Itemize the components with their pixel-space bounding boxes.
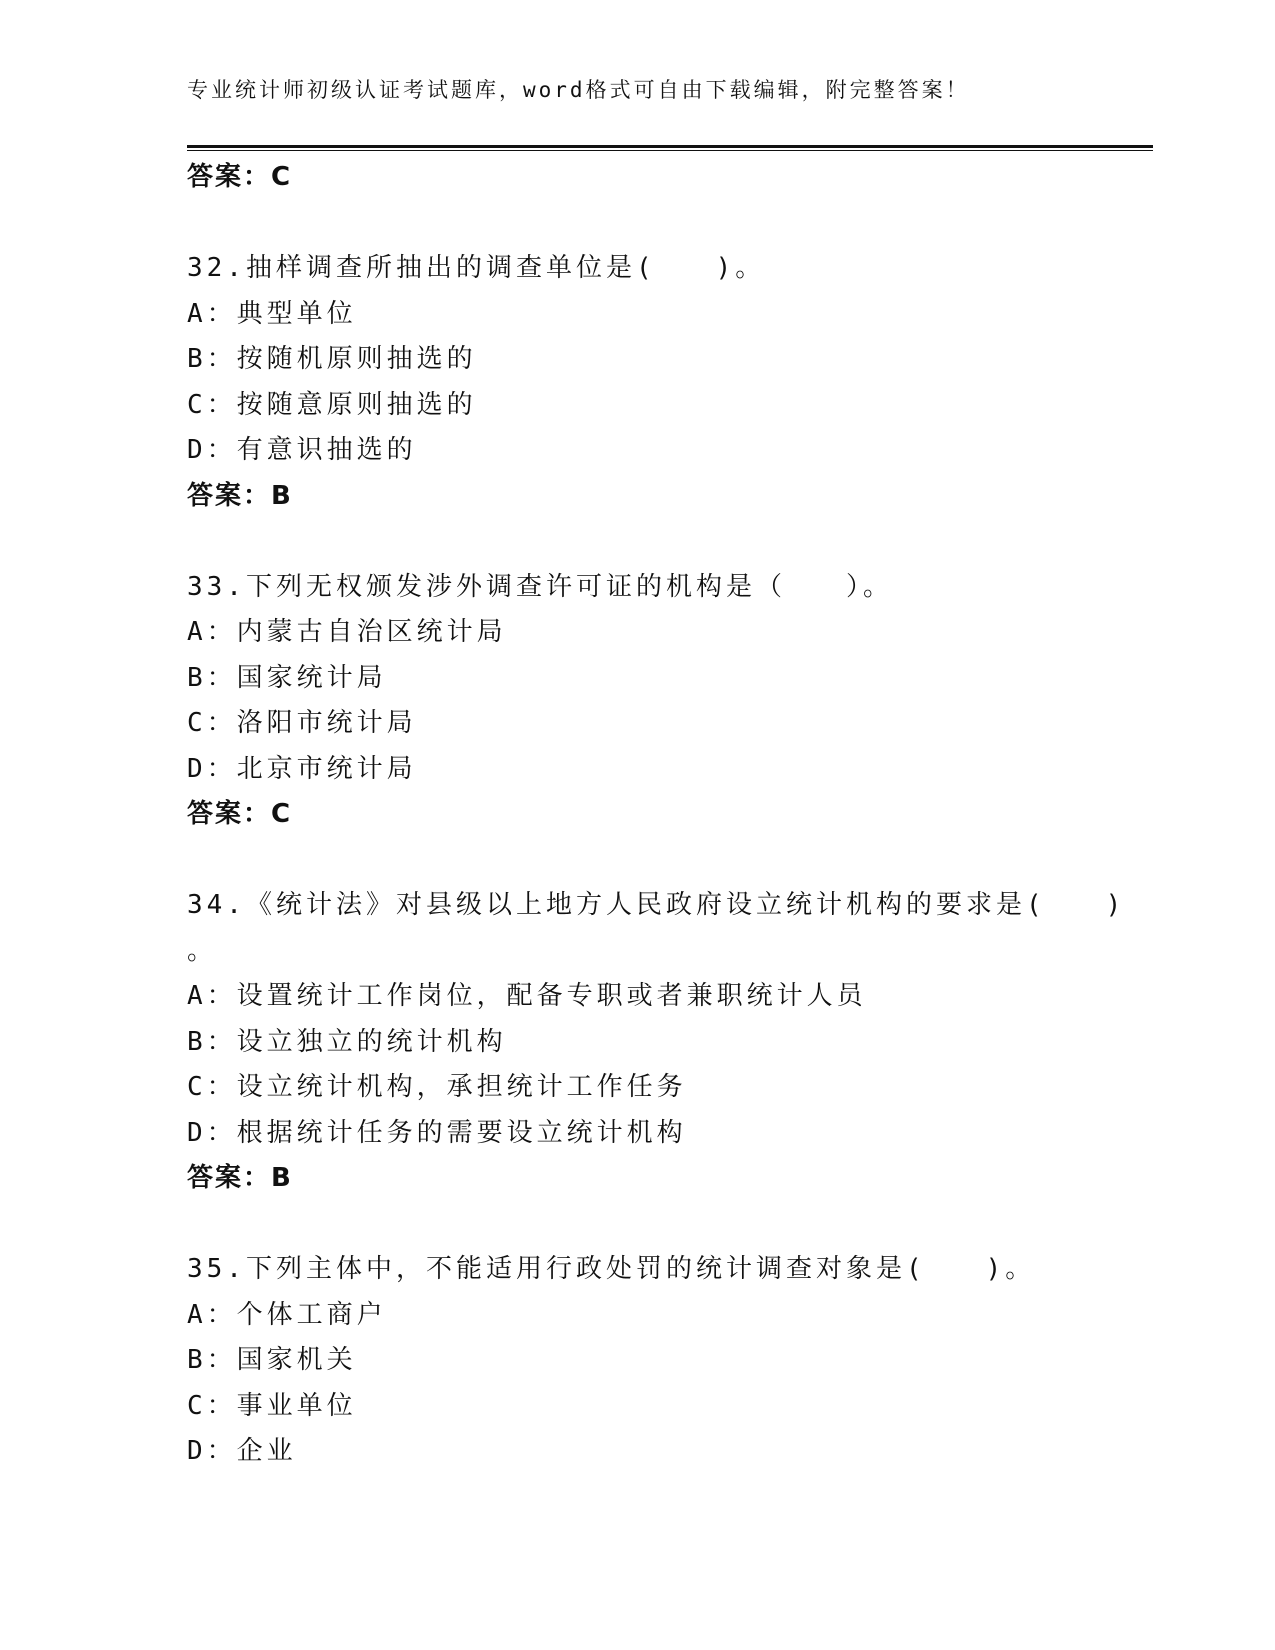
previous-answer: 答案：C [187,162,293,192]
spacer [187,201,1087,247]
answer: 答案：B [187,1163,293,1193]
question-stem: 32.抽样调查所抽出的调查单位是( )。 [187,253,766,283]
option-c: C：洛阳市统计局 [187,708,417,738]
spacer [187,519,1087,565]
document-body [187,155,1126,1475]
option-d: D：有意识抽选的 [187,435,417,465]
question-stem: 35.下列主体中，不能适用行政处罚的统计调查对象是( )。 [187,1254,1036,1284]
question-34 [187,883,1126,1202]
answer: 答案：C [187,799,293,829]
question-stem-continuation: 。 [187,935,218,966]
option-a: A：个体工商户 [187,1299,387,1330]
header-rule-thin [187,150,1153,151]
page-header: 专业统计师初级认证考试题库，word格式可自由下载编辑，附完整答案！ [187,78,970,102]
spacer [187,838,1087,884]
answer: 答案：B [187,480,293,511]
question-32 [187,246,1087,519]
option-b: B：国家统计局 [187,662,387,693]
option-a: A：设置统计工作岗位，配备专职或者兼职统计人员 [187,981,867,1011]
option-c: C：设立统计机构，承担统计工作任务 [187,1072,687,1102]
spacer [187,1202,1087,1248]
option-d: D：企业 [187,1436,297,1466]
option-a: A：典型单位 [187,298,357,329]
option-b: B：设立独立的统计机构 [187,1026,507,1057]
option-d: D：根据统计任务的需要设立统计机构 [187,1117,687,1148]
question-33 [187,565,1087,838]
option-a: A：内蒙古自治区统计局 [187,617,507,647]
option-c: C：事业单位 [187,1390,357,1421]
option-b: B：按随机原则抽选的 [187,344,477,374]
header-rule [187,145,1153,148]
question-stem: 33.下列无权颁发涉外调查许可证的机构是（ ）。 [187,571,893,602]
option-c: C：按随意原则抽选的 [187,389,477,420]
question-35 [187,1247,1087,1475]
option-d: D：北京市统计局 [187,753,417,784]
question-stem: 34.《统计法》对县级以上地方人民政府设立统计机构的要求是( ) [187,890,1126,920]
option-b: B：国家机关 [187,1345,357,1375]
